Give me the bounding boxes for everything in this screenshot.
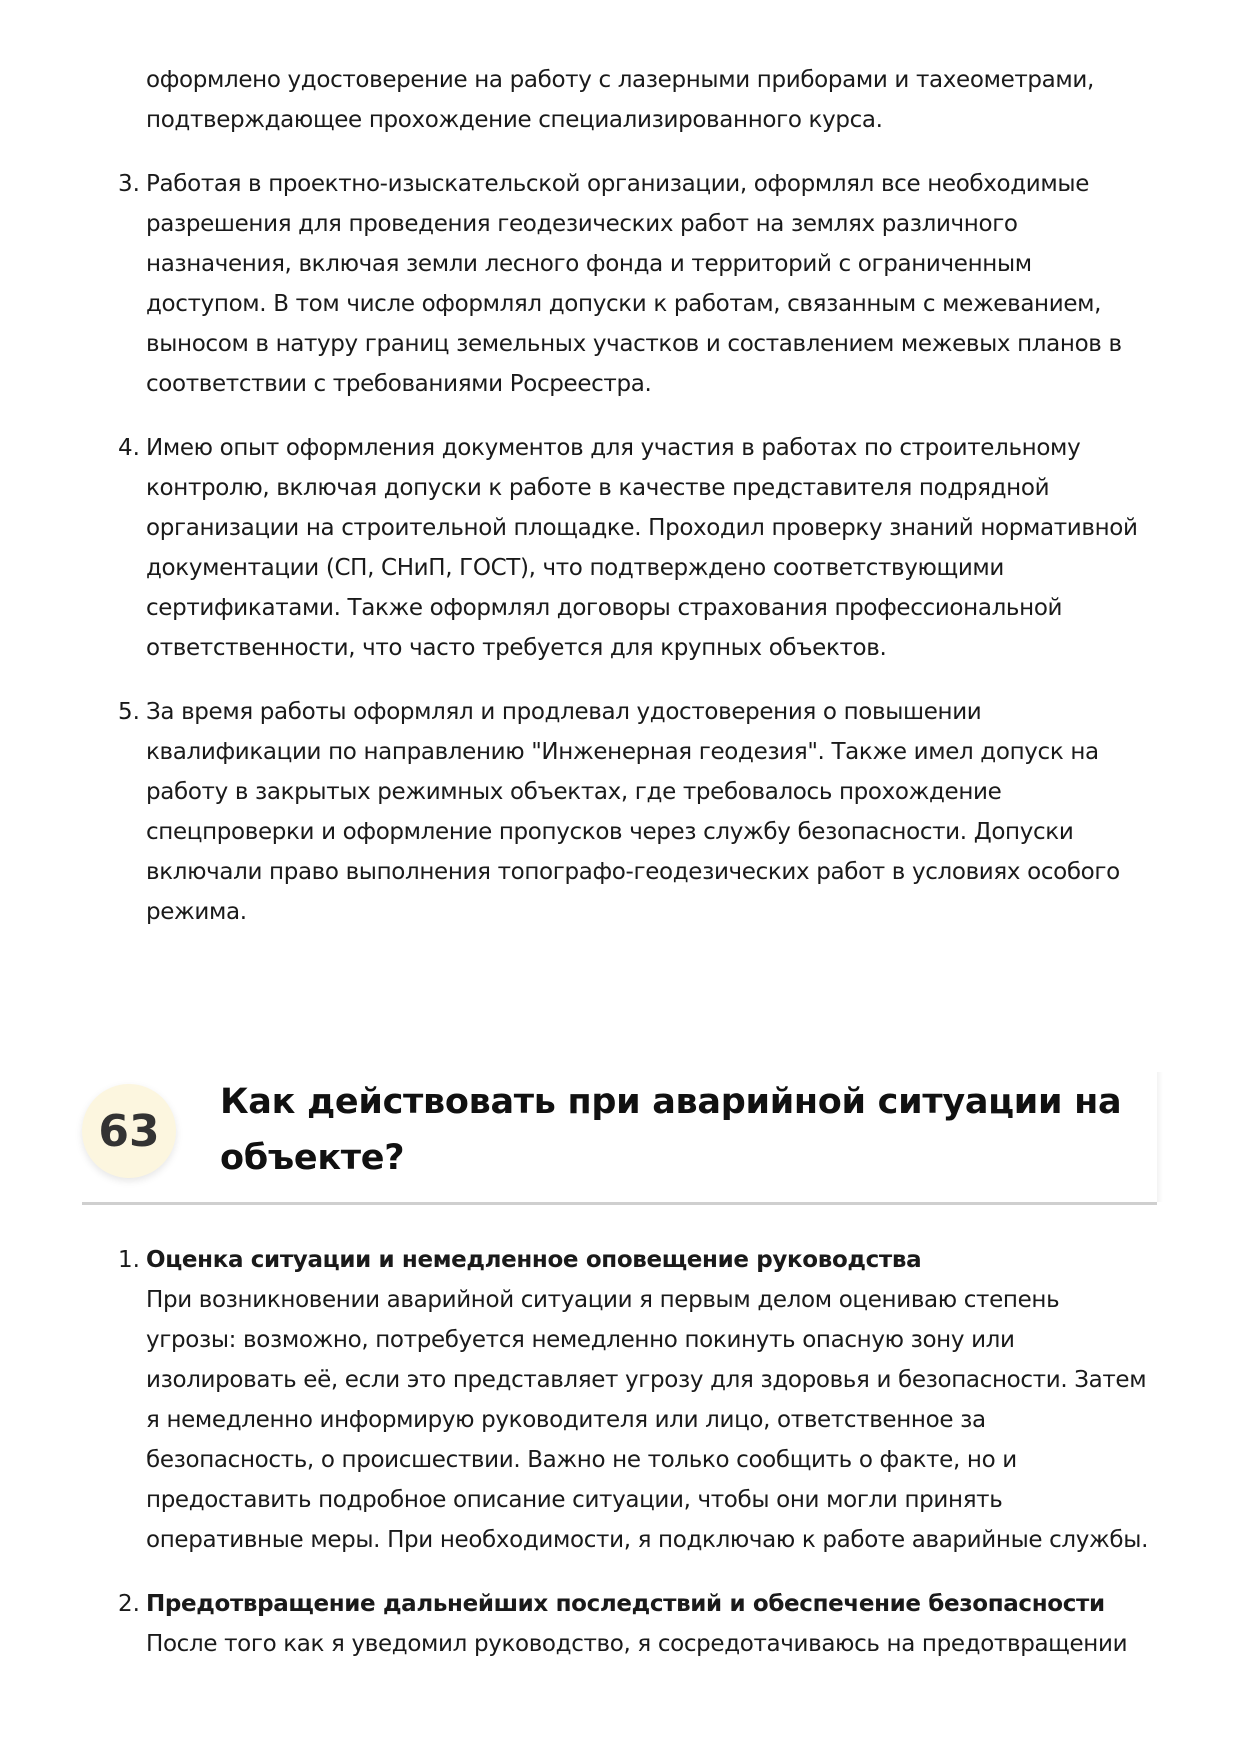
list-item — [0, 692, 1239, 932]
list-item-number: 4. — [118, 435, 140, 461]
list-item-continuation — [0, 60, 1239, 140]
question-header — [82, 1062, 1157, 1205]
question-number-badge: 63 — [82, 1084, 176, 1178]
list-item-text: Работая в проектно-изыскательской организации, оформлял все необходимые разрешения для проведения геодезических работ на землях различного назначения, включая земли лесного фонда и территорий с ограниченным доступом. В том числе оформлял допуски к работам, связанным с межеванием, выносом в натуру границ земельных участков и составлением межевых планов в соответствии с требованиями Росреестра. — [146, 171, 1122, 397]
answer-list — [0, 1240, 1239, 1664]
list-item-number: 3. — [118, 171, 140, 197]
answer-item-title: Оценка ситуации и немедленное оповещение руководства — [146, 1247, 922, 1273]
experience-list — [0, 60, 1239, 932]
question-title: Как действовать при аварийной ситуации на объекте? — [220, 1082, 1122, 1178]
answer-item-title: Предотвращение дальнейших последствий и обеспечение безопасности — [146, 1591, 1105, 1617]
list-item-text: За время работы оформлял и продлевал удостоверения о повышении квалификации по направлению "Инженерная геодезия". Также имел допуск на работу в закрытых режимных объектах, где требовалось прохождение спецпроверки и оформление пропусков через службу безопасности. Допуски включали право выполнения топографо-геодезических работ в условиях особого режима. — [146, 699, 1120, 925]
list-item-text: оформлено удостоверение на работу с лазерными приборами и тахеометрами, подтверждающее прохождение специализированного курса. — [146, 67, 1094, 133]
answer-item — [0, 1584, 1239, 1664]
list-item-text: Имею опыт оформления документов для участия в работах по строительному контролю, включая допуски к работе в качестве представителя подрядной организации на строительной площадке. Проходил проверку знаний нормативной документации (СП, СНиП, ГОСТ), что подтверждено соответствующими сертификатами. Также оформлял договоры страхования профессиональной ответственности, что часто требуется для крупных объектов. — [146, 435, 1138, 661]
list-item — [0, 164, 1239, 404]
list-item — [0, 428, 1239, 668]
list-item-number: 5. — [118, 699, 140, 725]
answer-item-number: 2. — [118, 1591, 140, 1617]
answer-item — [0, 1240, 1239, 1560]
answer-item-number: 1. — [118, 1247, 140, 1273]
answer-item-text: При возникновении аварийной ситуации я первым делом оцениваю степень угрозы: возможно, потребуется немедленно покинуть опасную зону или изолировать её, если это представляет угрозу для здоровья и безопасности. Затем я немедленно информирую руководителя или лицо, ответственное за безопасность, о происшествии. Важно не только сообщить о факте, но и предоставить подробное описание ситуации, чтобы они могли принять оперативные меры. При необходимости, я подключаю к работе аварийные службы. — [146, 1287, 1149, 1553]
answer-item-text: После того как я уведомил руководство, я сосредотачиваюсь на предотвращении — [146, 1631, 1128, 1657]
